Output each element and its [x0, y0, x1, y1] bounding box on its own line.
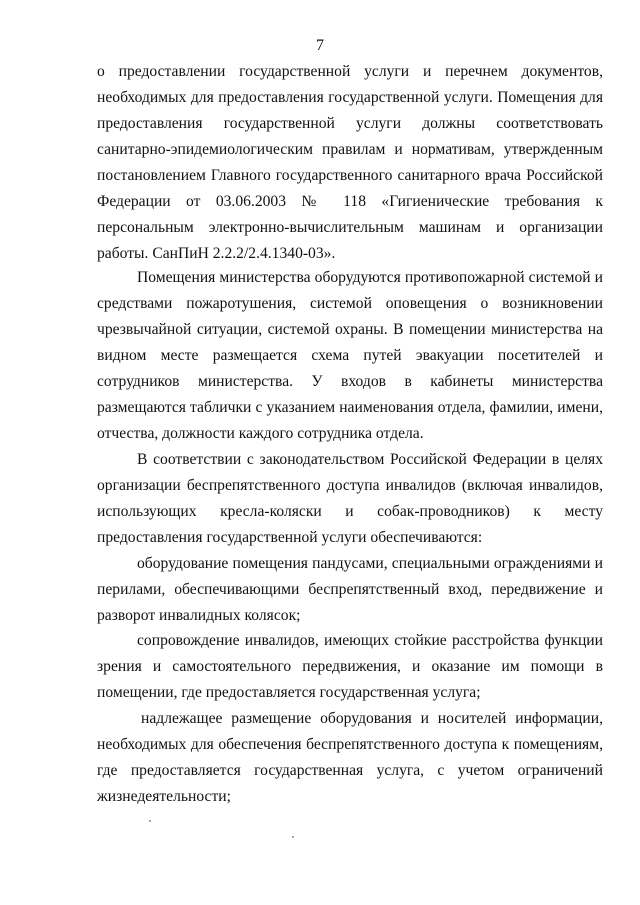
paragraph-text: о предоставлении государственной услуги и перечнем документов, необходимых для предоставления государственной услуги. Помещения для предоставления государственной услуги должны соответствовать санитарно-эпидемиологическим правилам и нормативам, утвержденным постановлением Главного государственного санитарного врача Российской Федерации от 03.06.2003 № 118 «Гигиенические требования к персональным электронно-вычислительным машинам и организации работы. СанПиН 2.2.2/2.4.1340-03». — [97, 63, 603, 262]
scan-speck — [149, 820, 151, 822]
list-item-ramps — [97, 551, 603, 629]
paragraph-text: Помещения министерства оборудуются противопожарной системой и средствами пожаротушения, системой оповещения о возникновении чрезвычайной ситуации, системой охраны. В помещении министерства на видном месте размещается схема путей эвакуации посетителей и сотрудников министерства. У входов в кабинеты министерства размещаются таблички с указанием наименования отдела, фамилии, имени, отчества, должности каждого сотрудника отдела. — [97, 269, 603, 442]
list-item-text: сопровождение инвалидов, имеющих стойкие расстройства функции зрения и самостоятельного передвижения, и оказание им помощи в помещении, где предоставляется государственная услуга; — [97, 632, 603, 701]
paragraph-fire-safety — [97, 265, 603, 447]
list-item-text: оборудование помещения пандусами, специальными ограждениями и перилами, обеспечивающими беспрепятственный вход, передвижение и разворот инвалидных колясок; — [97, 555, 603, 624]
list-item-equipment-placement — [97, 706, 603, 810]
paragraph-accessibility-intro — [97, 447, 603, 551]
page-number: 7 — [316, 37, 324, 54]
paragraph-premises-requirements — [97, 59, 603, 267]
list-item-text: надлежащее размещение оборудования и носителей информации, необходимых для обеспечения беспрепятственного доступа к помещениям, где предоставляется государственная услуга, с учетом ограничений жизнедеятельности; — [97, 710, 603, 805]
scan-speck — [292, 836, 294, 838]
paragraph-text: В соответствии с законодательством Российской Федерации в целях организации беспрепятственного доступа инвалидов (включая инвалидов, использующих кресла-коляски и собак-проводников) к месту предоставления государственной услуги обеспечиваются: — [97, 451, 603, 546]
list-item-escort — [97, 628, 603, 706]
